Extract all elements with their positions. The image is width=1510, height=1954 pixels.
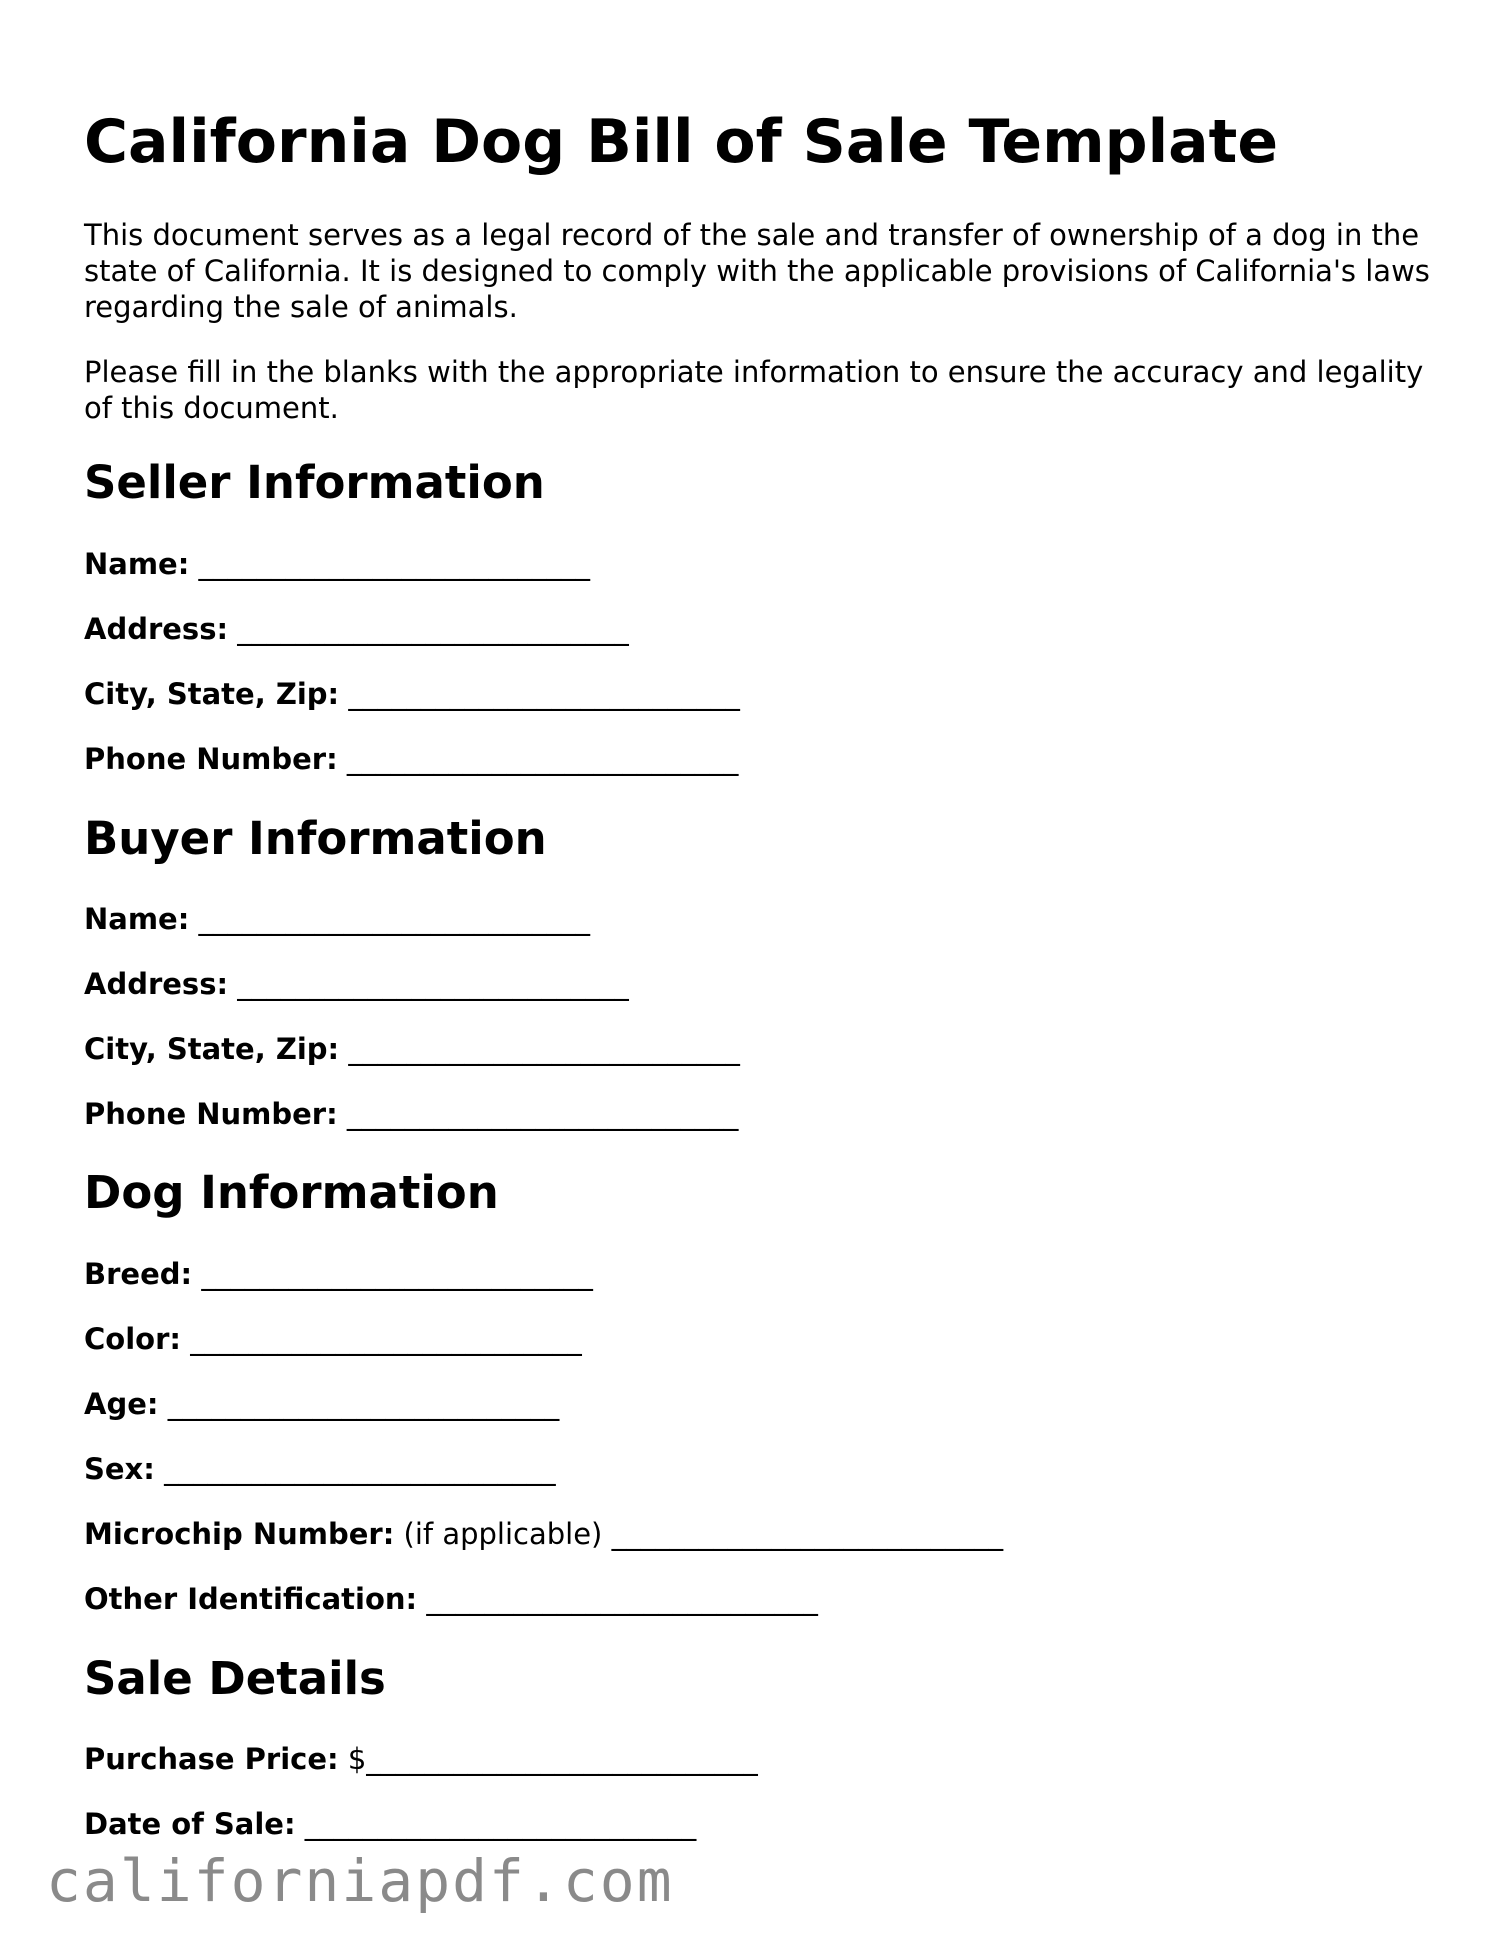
sale-date-blank[interactable]: ___________________________ bbox=[304, 1807, 697, 1841]
dog-microchip-note: (if applicable) bbox=[403, 1517, 603, 1551]
sale-price-label: Purchase Price: bbox=[84, 1742, 339, 1776]
buyer-city-field[interactable] bbox=[84, 1031, 740, 1067]
sale-price-line: ___________________________ bbox=[366, 1742, 758, 1776]
buyer-city-blank[interactable]: ___________________________ bbox=[348, 1032, 740, 1066]
dog-breed-field[interactable] bbox=[84, 1256, 593, 1292]
dog-other-id-field[interactable] bbox=[84, 1581, 818, 1617]
dog-age-field[interactable] bbox=[84, 1386, 559, 1422]
sale-date-label: Date of Sale: bbox=[84, 1807, 296, 1841]
intro-paragraph-1: This document serves as a legal record of the sale and transfer of ownership of a dog in the state of California. It is designed to comply with the applicable provisions of California's laws regarding the sale of animals. bbox=[84, 218, 1430, 324]
buyer-name-blank[interactable]: ___________________________ bbox=[198, 902, 591, 936]
intro-paragraph-2: Please fill in the blanks with the appropriate information to ensure the accuracy and legality of this document. bbox=[84, 355, 1424, 425]
seller-name-field[interactable] bbox=[84, 546, 590, 582]
seller-address-field[interactable] bbox=[84, 611, 629, 647]
buyer-name-field[interactable] bbox=[84, 901, 590, 937]
dog-section-heading: Dog Information bbox=[84, 1166, 499, 1219]
buyer-phone-field[interactable] bbox=[84, 1096, 738, 1132]
dog-color-blank[interactable]: ___________________________ bbox=[190, 1322, 582, 1356]
dog-other-id-label: Other Identification: bbox=[84, 1582, 418, 1616]
sale-price-field[interactable] bbox=[84, 1741, 758, 1777]
seller-address-blank[interactable]: ___________________________ bbox=[237, 612, 629, 646]
dog-microchip-label: Microchip Number: bbox=[84, 1517, 395, 1551]
watermark-text: californiapdf.com bbox=[46, 1847, 674, 1915]
dog-sex-label: Sex: bbox=[84, 1452, 155, 1486]
seller-phone-field[interactable] bbox=[84, 741, 738, 777]
seller-address-label: Address: bbox=[84, 612, 229, 646]
buyer-name-label: Name: bbox=[84, 902, 190, 936]
seller-city-field[interactable] bbox=[84, 676, 740, 712]
seller-section-heading: Seller Information bbox=[84, 456, 545, 509]
seller-name-blank[interactable]: ___________________________ bbox=[198, 547, 591, 581]
buyer-phone-label: Phone Number: bbox=[84, 1097, 338, 1131]
dog-microchip-field[interactable] bbox=[84, 1516, 1003, 1552]
dog-microchip-blank[interactable]: ___________________________ bbox=[611, 1517, 1004, 1551]
sale-section-heading: Sale Details bbox=[84, 1652, 386, 1705]
sale-price-blank[interactable] bbox=[348, 1742, 758, 1776]
dog-age-blank[interactable]: ___________________________ bbox=[167, 1387, 560, 1421]
seller-name-label: Name: bbox=[84, 547, 190, 581]
seller-city-label: City, State, Zip: bbox=[84, 677, 340, 711]
sale-date-field[interactable] bbox=[84, 1806, 696, 1842]
seller-phone-blank[interactable]: ___________________________ bbox=[346, 742, 739, 776]
dog-color-label: Color: bbox=[84, 1322, 181, 1356]
dollar-sign: $ bbox=[347, 1742, 367, 1776]
seller-phone-label: Phone Number: bbox=[84, 742, 338, 776]
seller-city-blank[interactable]: ___________________________ bbox=[348, 677, 740, 711]
buyer-city-label: City, State, Zip: bbox=[84, 1032, 340, 1066]
dog-breed-blank[interactable]: ___________________________ bbox=[201, 1257, 593, 1291]
buyer-section-heading: Buyer Information bbox=[84, 812, 547, 865]
dog-breed-label: Breed: bbox=[84, 1257, 193, 1291]
buyer-phone-blank[interactable]: ___________________________ bbox=[346, 1097, 739, 1131]
dog-other-id-blank[interactable]: ___________________________ bbox=[426, 1582, 818, 1616]
buyer-address-blank[interactable]: ___________________________ bbox=[237, 967, 629, 1001]
buyer-address-label: Address: bbox=[84, 967, 229, 1001]
dog-sex-blank[interactable]: ___________________________ bbox=[164, 1452, 556, 1486]
buyer-address-field[interactable] bbox=[84, 966, 629, 1002]
document-title: California Dog Bill of Sale Template bbox=[84, 107, 1279, 177]
dog-sex-field[interactable] bbox=[84, 1451, 556, 1487]
dog-color-field[interactable] bbox=[84, 1321, 582, 1357]
dog-age-label: Age: bbox=[84, 1387, 159, 1421]
